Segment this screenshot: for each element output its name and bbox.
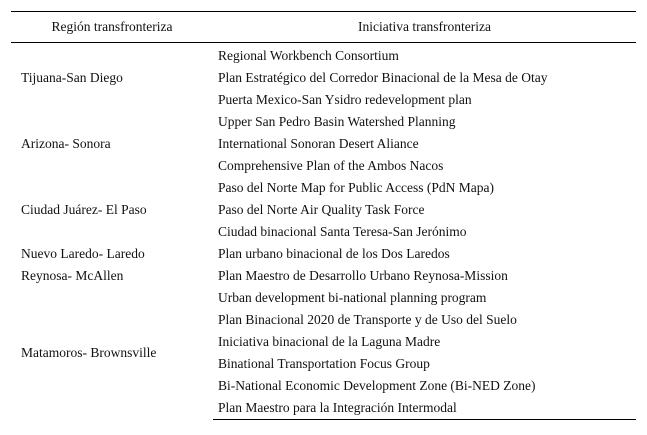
initiative-cell: Upper San Pedro Basin Watershed Planning xyxy=(218,114,456,129)
header-initiative: Iniciativa transfronteriza xyxy=(213,12,636,43)
table-row xyxy=(11,265,636,287)
initiative-cell: Urban development bi-national planning program xyxy=(218,290,487,305)
region-cell: Matamoros- Brownsville xyxy=(21,345,157,361)
region-cell: Arizona- Sonora xyxy=(21,136,111,151)
header-region: Región transfronteriza xyxy=(11,12,213,43)
initiative-cell: Puerta Mexico-San Ysidro redevelopment plan xyxy=(218,92,472,107)
region-cell: Nuevo Laredo- Laredo xyxy=(21,246,145,261)
table-row xyxy=(11,43,636,68)
region-cell: Reynosa- McAllen xyxy=(21,268,124,283)
initiative-cell: International Sonoran Desert Aliance xyxy=(218,136,419,151)
table-row xyxy=(11,177,636,199)
table-row xyxy=(11,287,636,309)
initiative-cell: Plan urbano binacional de los Dos Laredos xyxy=(218,246,450,261)
initiative-cell: Regional Workbench Consortium xyxy=(218,48,399,63)
initiative-cell: Ciudad binacional Santa Teresa-San Jerónimo xyxy=(218,224,467,239)
initiative-cell: Binational Transportation Focus Group xyxy=(218,356,430,371)
region-cell: Ciudad Juárez- El Paso xyxy=(21,202,147,217)
table-row xyxy=(11,111,636,133)
initiative-cell: Plan Binacional 2020 de Transporte y de Uso del Suelo xyxy=(218,312,517,327)
initiative-cell: Plan Maestro de Desarrollo Urbano Reynosa-Mission xyxy=(218,268,508,283)
cross-border-initiatives-table-wrapper xyxy=(11,11,636,420)
initiative-cell: Plan Estratégico del Corredor Binacional de la Mesa de Otay xyxy=(218,70,548,85)
initiative-cell: Paso del Norte Air Quality Task Force xyxy=(218,202,425,217)
initiative-cell: Bi-National Economic Development Zone (Bi-NED Zone) xyxy=(218,378,536,393)
initiative-cell: Plan Maestro para la Integración Intermodal xyxy=(213,397,636,420)
region-cell: Tijuana-San Diego xyxy=(21,70,123,85)
cross-border-initiatives-table xyxy=(11,11,636,420)
initiative-cell: Iniciativa binacional de la Laguna Madre xyxy=(218,334,441,349)
header-row xyxy=(11,12,636,43)
table-row xyxy=(11,243,636,265)
initiative-cell: Comprehensive Plan of the Ambos Nacos xyxy=(218,158,444,173)
initiative-cell: Paso del Norte Map for Public Access (PdN Mapa) xyxy=(218,180,494,195)
